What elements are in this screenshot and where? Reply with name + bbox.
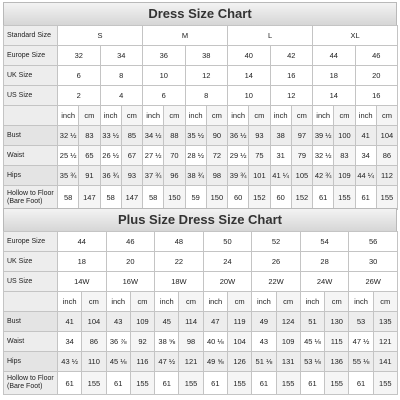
plus-size-table [3,231,398,395]
table-cell: 50 [203,232,252,252]
table-cell: 126 [227,352,251,372]
table-cell: 14 [313,86,356,106]
table-cell: 16W [106,272,155,292]
table-cell: 25 ½ [58,146,79,166]
table-cell: 60 [228,186,249,210]
dress-size-chart-title: Dress Size Chart [3,2,397,25]
table-cell: cm [276,292,300,312]
table-row [4,146,398,166]
table-cell: 61 [252,372,276,395]
table-cell: 53 [349,312,373,332]
table-cell: 61 [106,372,130,395]
table-cell: 61 [349,372,373,395]
table-cell: 34 [58,332,82,352]
table-cell: 18 [58,252,107,272]
table-cell: 51 ⅛ [252,352,276,372]
table-row [4,372,398,395]
table-cell: 155 [227,372,251,395]
table-cell: 105 [291,166,312,186]
table-row [4,312,398,332]
table-cell: 39 ½ [313,126,334,146]
table-cell: inch [252,292,276,312]
table-cell: 22W [252,272,301,292]
table-cell: 36 [143,46,186,66]
table-cell: 136 [325,352,349,372]
table-cell: 92 [130,332,154,352]
table-cell: 29 ½ [228,146,249,166]
table-cell: 104 [227,332,251,352]
table-cell: 58 [58,186,79,210]
table-cell: 61 [313,186,334,210]
table-cell: 70 [164,146,185,166]
table-cell: 97 [291,126,312,146]
table-cell: 46 [106,232,155,252]
table-cell: 61 [155,372,179,395]
table-cell: 24 [203,252,252,272]
table-cell: inch [270,106,291,126]
table-cell: 90 [206,126,227,146]
table-cell: 119 [227,312,251,332]
row-label: US Size [4,86,58,106]
table-cell: 98 [206,166,227,186]
table-cell: 43 [106,312,130,332]
table-cell: 35 ¾ [58,166,79,186]
table-cell: 32 ½ [58,126,79,146]
plus-size-chart-title: Plus Size Dress Size Chart [3,208,397,231]
table-cell: 6 [143,86,186,106]
row-label [4,292,58,312]
table-cell: 27 ½ [143,146,164,166]
table-cell: 26W [349,272,398,292]
table-cell: 121 [373,332,397,352]
table-cell: 104 [82,312,106,332]
table-cell: 83 [79,126,100,146]
table-cell: 93 [249,126,270,146]
table-cell: cm [249,106,270,126]
table-cell: 91 [79,166,100,186]
table-cell: 115 [325,332,349,352]
row-label: UK Size [4,252,58,272]
table-cell: 155 [376,186,397,210]
table-cell: 155 [276,372,300,395]
table-row [4,352,398,372]
header-size: L [228,26,313,46]
table-cell: inch [300,292,324,312]
table-row [4,46,398,66]
table-cell: 110 [82,352,106,372]
table-cell: cm [79,106,100,126]
table-cell: 155 [325,372,349,395]
table-row [4,166,398,186]
table-cell: 38 ¾ [185,166,206,186]
table-cell: 155 [373,372,397,395]
table-cell: 48 [155,232,204,252]
table-cell: inch [100,106,121,126]
table-row [4,272,398,292]
table-cell: inch [58,292,82,312]
table-cell: 45 ⅛ [106,352,130,372]
table-cell: cm [373,292,397,312]
table-cell: 155 [334,186,355,210]
table-cell: 20 [355,66,398,86]
table-cell: cm [376,106,397,126]
table-row [4,66,398,86]
table-cell: 114 [179,312,203,332]
table-cell: 55 ⅛ [349,352,373,372]
table-cell: 65 [79,146,100,166]
table-cell: 32 [58,46,101,66]
table-cell: 100 [334,126,355,146]
table-cell: inch [58,106,79,126]
table-cell: 8 [100,66,143,86]
table-cell: 45 ⅛ [300,332,324,352]
table-cell: 44 ¼ [355,166,376,186]
table-cell: 141 [373,352,397,372]
row-label: Hips [4,352,58,372]
table-cell: inch [106,292,130,312]
table-cell: 147 [79,186,100,210]
table-cell: 60 [270,186,291,210]
table-cell: 150 [206,186,227,210]
dress-size-chart [3,2,397,210]
table-cell: 104 [376,126,397,146]
table-cell: 43 ½ [58,352,82,372]
row-label: Europe Size [4,46,58,66]
table-cell: 49 [252,312,276,332]
table-cell: 28 ½ [185,146,206,166]
table-cell: 18 [313,66,356,86]
table-cell: 34 ½ [143,126,164,146]
table-cell: 24W [300,272,349,292]
table-cell: inch [313,106,334,126]
table-cell: 58 [100,186,121,210]
table-cell: 152 [249,186,270,210]
table-cell: 36 ⅞ [106,332,130,352]
table-cell: 45 [155,312,179,332]
table-cell: 47 ½ [155,352,179,372]
table-cell: 4 [100,86,143,106]
table-cell: 34 [100,46,143,66]
table-cell: 35 ½ [185,126,206,146]
row-label: Bust [4,126,58,146]
table-cell: 116 [130,352,154,372]
table-cell: 93 [121,166,142,186]
table-cell: cm [82,292,106,312]
table-cell: 40 [228,46,271,66]
table-cell: 2 [58,86,101,106]
table-cell: 39 ¾ [228,166,249,186]
table-cell: 85 [121,126,142,146]
table-cell: inch [155,292,179,312]
table-cell: 109 [334,166,355,186]
table-cell: 14W [58,272,107,292]
table-cell: 41 ¼ [270,166,291,186]
row-label: Europe Size [4,232,58,252]
table-cell: 38 [270,126,291,146]
table-row [4,232,398,252]
table-cell: 155 [82,372,106,395]
table-cell: 40 ⅛ [203,332,227,352]
table-cell: 155 [179,372,203,395]
table-cell: 72 [206,146,227,166]
row-label: Hips [4,166,58,186]
table-cell: 58 [143,186,164,210]
table-cell: 28 [300,252,349,272]
table-cell: 33 ½ [100,126,121,146]
table-cell: 49 ⅝ [203,352,227,372]
header-size: M [143,26,228,46]
table-cell: inch [185,106,206,126]
table-cell: 75 [249,146,270,166]
table-cell: 130 [325,312,349,332]
table-cell: 34 [355,146,376,166]
table-cell: 26 [252,252,301,272]
header-label: Standard Size [4,26,58,46]
table-cell: 152 [291,186,312,210]
table-cell: inch [203,292,227,312]
table-cell: 109 [130,312,154,332]
row-label: Waist [4,332,58,352]
table-cell: 22 [155,252,204,272]
table-cell: 38 [185,46,228,66]
table-cell: 51 [300,312,324,332]
table-cell: 16 [355,86,398,106]
row-label: Waist [4,146,58,166]
table-cell: 83 [334,146,355,166]
header-size: S [58,26,143,46]
table-cell: 38 ⅝ [155,332,179,352]
table-cell: cm [164,106,185,126]
table-cell: 10 [143,66,186,86]
header-size: XL [313,26,398,46]
table-cell: 59 [185,186,206,210]
table-cell: inch [143,106,164,126]
table-cell: 86 [82,332,106,352]
table-cell: 37 ¾ [143,166,164,186]
table-cell: 131 [276,352,300,372]
table-cell: 147 [121,186,142,210]
table-cell: cm [121,106,142,126]
table-cell: 46 [355,46,398,66]
table-cell: 36 ¾ [100,166,121,186]
table-cell: 88 [164,126,185,146]
table-cell: 112 [376,166,397,186]
table-cell: 61 [58,372,82,395]
table-cell: 42 [270,46,313,66]
table-cell: 135 [373,312,397,332]
table-cell: inch [349,292,373,312]
table-cell: 44 [58,232,107,252]
dress-size-table [3,25,398,210]
table-cell: cm [325,292,349,312]
table-cell: 16 [270,66,313,86]
table-cell: 109 [276,332,300,352]
table-cell: 124 [276,312,300,332]
table-cell: 61 [300,372,324,395]
table-cell: 79 [291,146,312,166]
table-row [4,252,398,272]
table-cell: 52 [252,232,301,252]
table-cell: 20W [203,272,252,292]
table-cell: 6 [58,66,101,86]
table-cell: 12 [185,66,228,86]
table-header-row [4,26,398,46]
table-cell: 12 [270,86,313,106]
table-cell: 26 ½ [100,146,121,166]
table-cell: 61 [203,372,227,395]
table-cell: 150 [164,186,185,210]
table-cell: 14 [228,66,271,86]
table-cell: cm [291,106,312,126]
table-cell: cm [130,292,154,312]
table-cell: 32 ½ [313,146,334,166]
table-cell: inch [228,106,249,126]
row-label: UK Size [4,66,58,86]
row-label [4,106,58,126]
table-cell: cm [227,292,251,312]
table-cell: 155 [130,372,154,395]
table-row [4,86,398,106]
table-cell: 20 [106,252,155,272]
table-cell: 31 [270,146,291,166]
table-cell: 98 [179,332,203,352]
row-label: Hollow to Floor (Bare Foot) [4,372,58,395]
table-cell: 30 [349,252,398,272]
table-cell: cm [334,106,355,126]
table-row [4,186,398,210]
table-cell: inch [355,106,376,126]
row-label: Bust [4,312,58,332]
table-cell: 47 ½ [349,332,373,352]
table-cell: 101 [249,166,270,186]
row-label: Hollow to Floor (Bare Foot) [4,186,58,210]
table-cell: 36 ½ [228,126,249,146]
table-cell: 61 [355,186,376,210]
table-cell: 121 [179,352,203,372]
table-cell: 10 [228,86,271,106]
table-row [4,332,398,352]
table-cell: 53 ⅛ [300,352,324,372]
table-cell: 67 [121,146,142,166]
table-row [4,292,398,312]
plus-size-dress-chart [3,208,397,395]
table-cell: cm [179,292,203,312]
table-cell: 41 [355,126,376,146]
table-cell: 96 [164,166,185,186]
table-row [4,106,398,126]
table-cell: 56 [349,232,398,252]
table-cell: 42 ¾ [313,166,334,186]
table-cell: 54 [300,232,349,252]
table-row [4,126,398,146]
table-cell: 44 [313,46,356,66]
table-cell: 86 [376,146,397,166]
table-cell: 41 [58,312,82,332]
row-label: US Size [4,272,58,292]
table-cell: cm [206,106,227,126]
table-cell: 8 [185,86,228,106]
table-cell: 18W [155,272,204,292]
table-cell: 43 [252,332,276,352]
table-cell: 47 [203,312,227,332]
